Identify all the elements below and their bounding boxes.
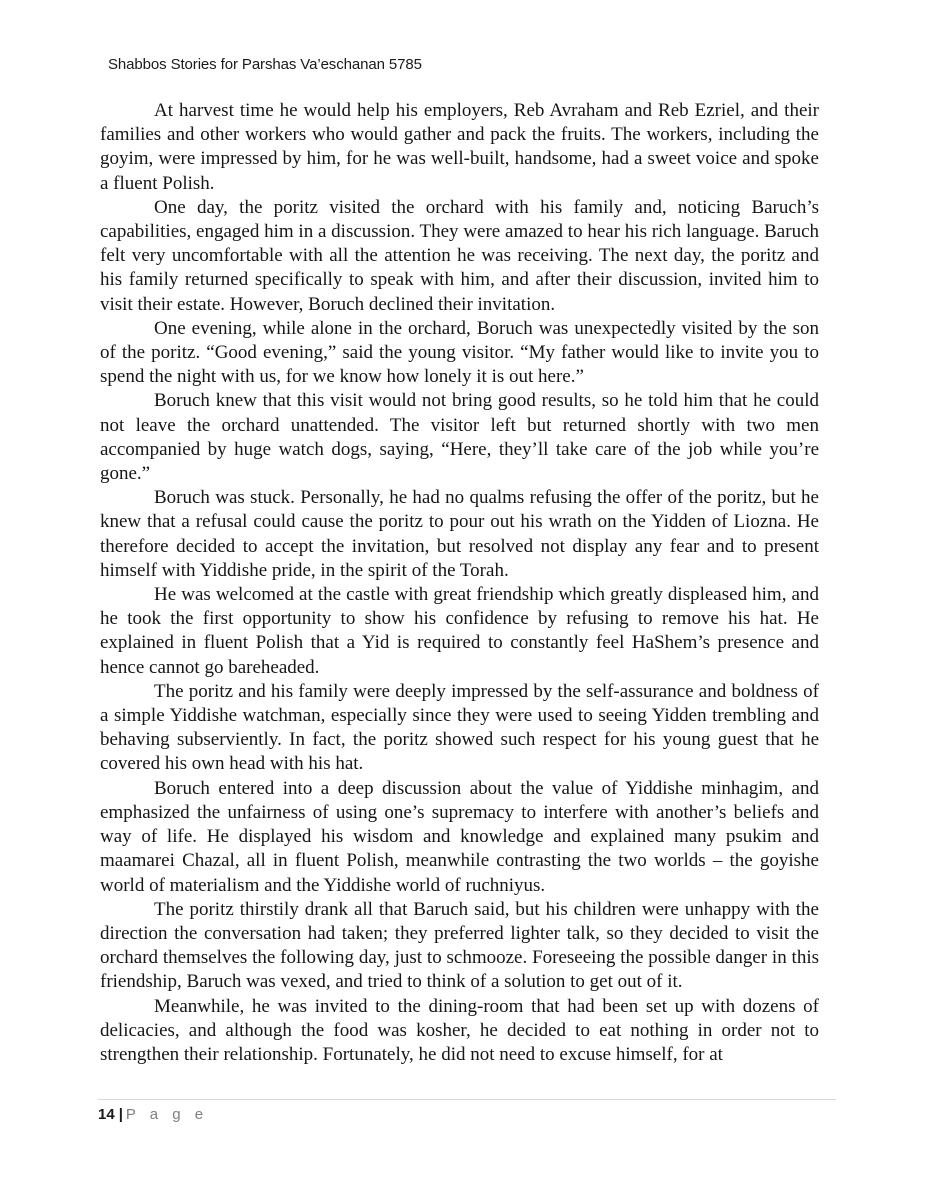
paragraph: One evening, while alone in the orchard, Boruch was unexpectedly visited by the son of the poritz. “Good evening,” said the young visitor. “My father would like to invite you to spend the night with us, for we know how lonely it is out here.” bbox=[100, 317, 819, 388]
footer-separator: | bbox=[118, 1106, 123, 1123]
footer-page-label: P a g e bbox=[125, 1106, 209, 1123]
paragraph: The poritz and his family were deeply impressed by the self-assurance and boldness of a simple Yiddishe watchman, especially since they were used to seeing Yidden trembling and behaving subserviently. In fact, the poritz showed such respect for his young guest that he covered his own head with his hat. bbox=[100, 680, 819, 775]
running-header: Shabbos Stories for Parshas Va’eschanan 5785 bbox=[108, 56, 422, 73]
paragraph: The poritz thirstily drank all that Baruch said, but his children were unhappy with the direction the conversation had taken; they preferred lighter talk, so they decided to visit the orchard themselves the following day, just to schmooze. Foreseeing the possible danger in this friendship, Baruch was vexed, and tried to think of a solution to get out of it. bbox=[100, 898, 819, 993]
page-footer bbox=[98, 1099, 836, 1123]
paragraph: Boruch entered into a deep discussion about the value of Yiddishe minhagim, and emphasized the unfairness of using one’s supremacy to interfere with another’s beliefs and way of life. He displayed his wisdom and knowledge and explained many psukim and maamarei Chazal, all in fluent Polish, meanwhile contrasting the two worlds – the goyishe world of materialism and the Yiddishe world of ruchniyus. bbox=[100, 777, 819, 896]
page-number: 14 bbox=[98, 1106, 115, 1123]
paragraph: Boruch was stuck. Personally, he had no qualms refusing the offer of the poritz, but he knew that a refusal could cause the poritz to pour out his wrath on the Yidden of Liozna. He therefore decided to accept the invitation, but resolved not display any fear and to present himself with Yiddishe pride, in the spirit of the Torah. bbox=[100, 487, 819, 581]
paragraph: He was welcomed at the castle with great friendship which greatly displeased him, and he took the first opportunity to show his confidence by refusing to remove his hat. He explained in fluent Polish that a Yid is required to constantly feel HaShem’s presence and hence cannot go bareheaded. bbox=[100, 584, 819, 678]
paragraph: Boruch knew that this visit would not bring good results, so he told him that he could not leave the orchard unattended. The visitor left but returned shortly with two men accompanied by huge watch dogs, saying, “Here, they’ll take care of the job while you’re gone.” bbox=[100, 390, 819, 485]
paragraph: One day, the poritz visited the orchard with his family and, noticing Baruch’s capabilities, engaged him in a discussion. They were amazed to hear his rich language. Baruch felt very uncomfortable with all the attention he was receiving. The next day, the poritz and his family returned specifically to speak with him, and after their discussion, invited him to visit their estate. However, Boruch declined their invitation. bbox=[100, 196, 819, 315]
body-paragraphs bbox=[100, 99, 819, 1067]
paragraph: At harvest time he would help his employers, Reb Avraham and Reb Ezriel, and their families and other workers who would gather and pack the fruits. The workers, including the goyim, were impressed by him, for he was well-built, handsome, had a sweet voice and spoke a fluent Polish. bbox=[100, 100, 819, 194]
paragraph: Meanwhile, he was invited to the dining-room that had been set up with dozens of delicacies, and although the food was kosher, he decided to eat nothing in order not to strengthen their relationship. Fortunately, he did not need to excuse himself, for at bbox=[100, 995, 819, 1065]
